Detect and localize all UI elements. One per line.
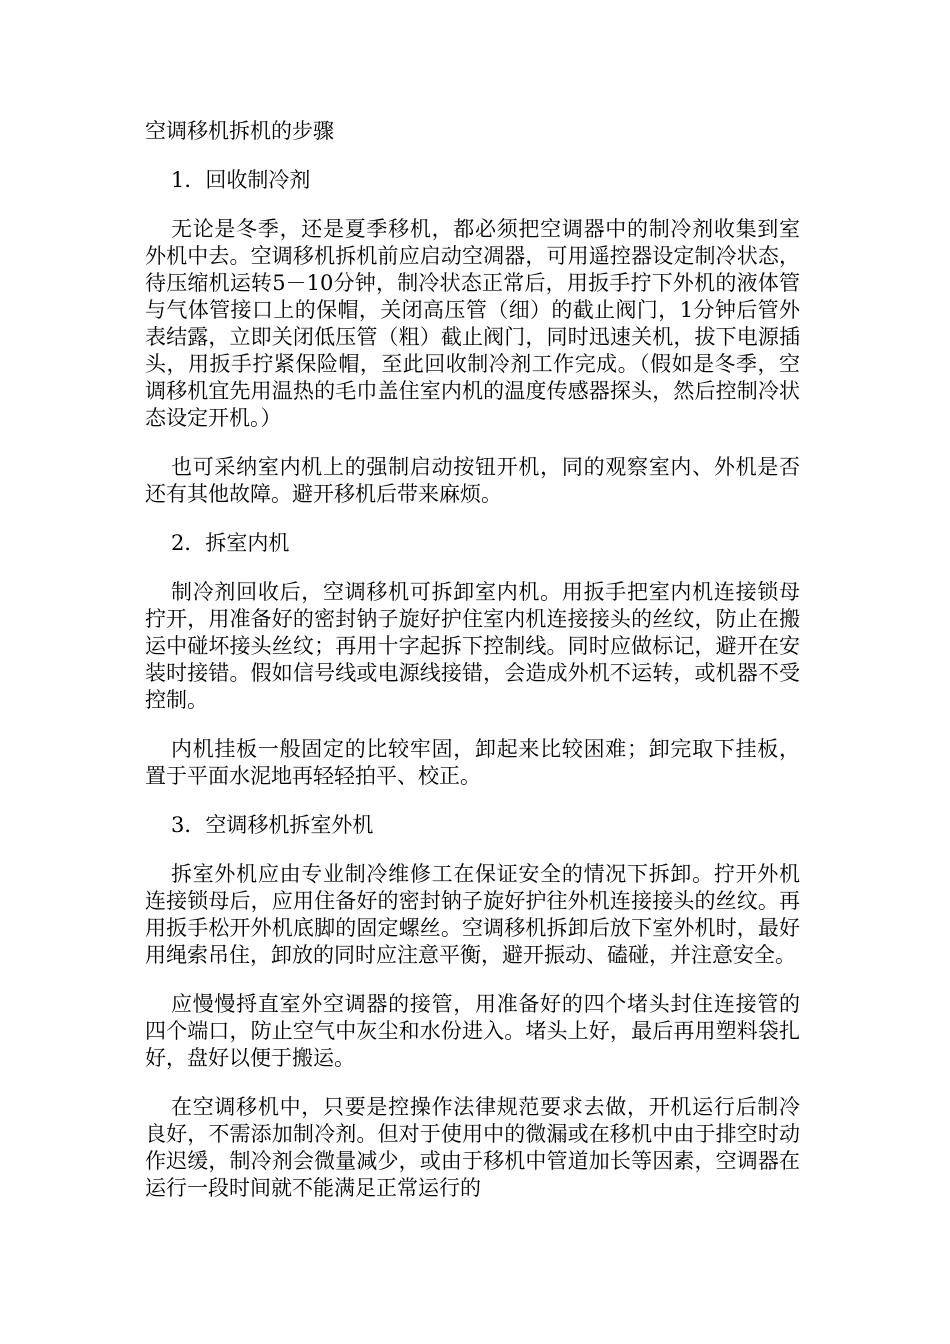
- document-title: 空调移机拆机的步骤: [145, 119, 334, 143]
- section-recover-refrigerant: [145, 167, 800, 508]
- section-heading: 3．空调移机拆室外机: [171, 813, 374, 837]
- paragraph: 也可采纳室内机上的强制启动按钮开机，同的观察室内、外机是否还有其他故障。避开移机后带来麻烦。: [145, 455, 800, 506]
- section-remove-outdoor-unit: [145, 812, 800, 1202]
- paragraph: 无论是冬季，还是夏季移机，都必须把空调器中的制冷剂收集到室外机中去。空调移机拆机前应启动空凋器，可用遥控器设定制冷状态，待压缩机运转5－10分钟，制冷状态正常后，用扳手拧下外机的液体管与气体管接口上的保帽，关闭高压管（细）的截止阀门，1分钟后管外表结露，立即关闭低压管（粗）截止阀门，同时迅速关机，拔下电源插头，用扳手拧紧保险帽，至此回收制冷剂工作完成。（假如是冬季，空调移机宜先用温热的毛巾盖住室内机的温度传感器探头，然后控制冷状态设定开机。）: [145, 217, 800, 430]
- document-page: [145, 118, 800, 1224]
- paragraph: 在空调移机中，只要是控操作法律规范要求去做，开机运行后制冷良好，不需添加制冷剂。但对于使用中的微漏或在移机中由于排空时动作迟缓，制冷剂会微量减少，或由于移机中管道加长等因素，空调器在运行一段时间就不能满足正常运行的: [145, 1095, 800, 1200]
- section-heading: 1．回收制冷剂: [171, 168, 311, 192]
- paragraph: 应慢慢捋直室外空调器的接管，用准备好的四个堵头封住连接管的四个端口，防止空气中灰尘和水份进入。堵头上好，最后再用塑料袋扎好，盘好以便于搬运。: [145, 992, 800, 1070]
- paragraph: 内机挂板一般固定的比较牢固，卸起来比较困难；卸完取下挂板，置于平面水泥地再轻轻拍平、校正。: [145, 737, 800, 788]
- paragraph: 制冷剂回收后，空调移机可拆卸室内机。用扳手把室内机连接锁母拧开，用准备好的密封钠子旋好护住室内机连接接头的丝纹，防止在搬运中碰坏接头丝纹；再用十字起拆下控制线。同时应做标记，避开在安装时接错。假如信号线或电源线接错，会造成外机不运转，或机器不受控制。: [145, 580, 800, 712]
- section-heading: 2．拆室内机: [171, 531, 290, 555]
- paragraph: 拆室外机应由专业制冷维修工在保证安全的情况下拆卸。拧开外机连接锁母后，应用住备好的密封钠子旋好护往外机连接接头的丝纹。再用扳手松开外机底脚的固定螺丝。空调移机拆卸后放下室外机时，最好用绳索吊住，卸放的同时应注意平衡，避开振动、磕碰，并注意安全。: [145, 862, 800, 967]
- section-remove-indoor-unit: [145, 530, 800, 790]
